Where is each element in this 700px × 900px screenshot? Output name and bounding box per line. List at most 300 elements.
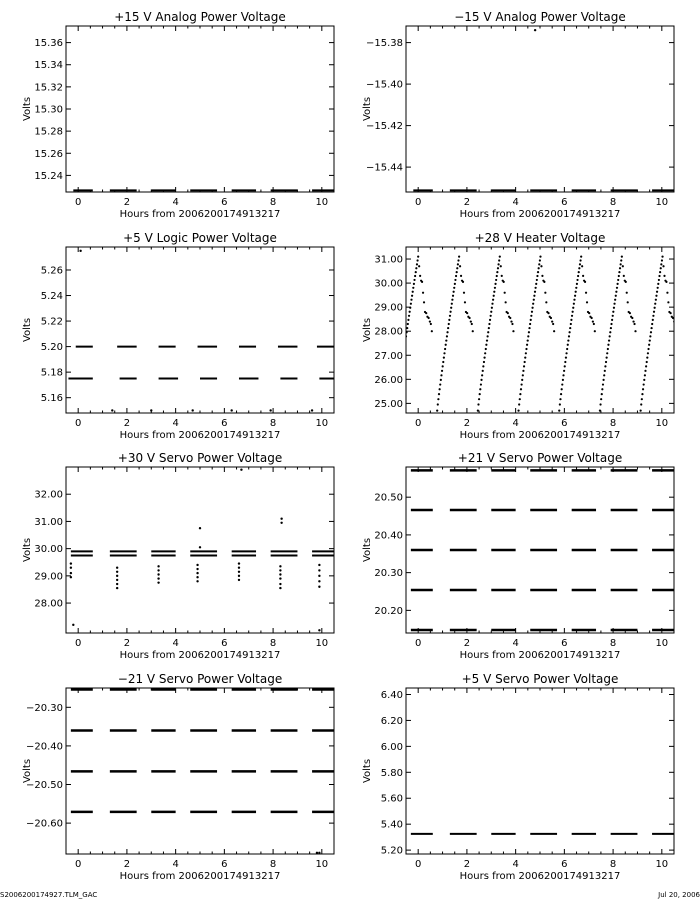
chart-panel-2 (362, 10, 674, 220)
data-point (471, 323, 473, 325)
data-point (606, 357, 608, 359)
chart-title: −21 V Servo Power Voltage (117, 672, 283, 686)
x-tick-label: 10 (315, 418, 329, 429)
plot-frame (66, 467, 334, 633)
data-point (584, 281, 586, 283)
plot-frame (66, 26, 334, 192)
data-point (538, 267, 540, 269)
x-tick-label: 10 (655, 418, 669, 429)
chart-title: +5 V Servo Power Voltage (461, 672, 619, 686)
data-point (423, 301, 425, 303)
data-point (666, 292, 668, 294)
y-tick-label: 29.00 (34, 571, 63, 583)
data-point (625, 281, 627, 283)
data-point (622, 265, 624, 267)
data-point (429, 320, 431, 322)
x-tick-label: 6 (561, 418, 568, 429)
chart-title: +28 V Heater Voltage (474, 231, 606, 245)
data-point (651, 323, 653, 325)
x-axis-label: Hours from 2006200174913217 (459, 871, 621, 882)
data-point (416, 263, 418, 265)
data-point (652, 315, 654, 317)
plot-frame (406, 688, 674, 854)
data-point (408, 315, 410, 317)
data-point (517, 409, 519, 411)
y-tick-label: 15.32 (34, 82, 63, 94)
y-tick-label: 25.00 (374, 398, 403, 410)
data-point (70, 566, 72, 568)
data-point (459, 265, 461, 267)
data-point (539, 259, 541, 261)
data-point (523, 365, 525, 367)
data-point (576, 279, 578, 281)
data-point (564, 361, 566, 363)
x-tick-label: 4 (512, 859, 519, 870)
data-point (79, 250, 81, 252)
data-point (521, 379, 523, 381)
x-tick-label: 8 (609, 638, 617, 649)
y-tick-label: 15.28 (34, 126, 63, 138)
data-point (526, 344, 528, 346)
data-point (606, 352, 608, 354)
data-point (238, 579, 240, 581)
data-point (318, 629, 320, 631)
x-tick-label: 8 (269, 859, 277, 870)
x-tick-label: 0 (74, 197, 82, 208)
data-point (520, 388, 522, 390)
x-tick-label: 2 (123, 859, 131, 870)
data-point (470, 320, 472, 322)
y-axis-label: Volts (22, 537, 33, 563)
x-tick-label: 10 (315, 859, 329, 870)
data-point (613, 303, 615, 305)
y-tick-label: 5.16 (40, 393, 63, 405)
data-point (524, 361, 526, 363)
data-point (655, 295, 657, 297)
data-point (269, 409, 271, 411)
data-point (559, 398, 561, 400)
chart-title: +21 V Servo Power Voltage (457, 451, 623, 465)
data-point (150, 409, 152, 411)
data-marks (395, 256, 677, 412)
data-point (579, 259, 581, 261)
data-point (640, 409, 642, 411)
x-tick-label: 8 (609, 859, 617, 870)
data-point (537, 271, 539, 273)
data-point (656, 291, 658, 293)
plot-frame (66, 247, 334, 413)
y-tick-label: 5.18 (40, 367, 63, 379)
data-point (407, 323, 409, 325)
data-point (486, 339, 488, 341)
data-point (318, 569, 320, 571)
data-point (401, 365, 403, 367)
y-tick-label: −20.30 (25, 702, 63, 714)
data-point (558, 409, 560, 411)
data-point (477, 403, 479, 405)
data-point (440, 374, 442, 376)
data-point (527, 339, 529, 341)
data-point (535, 283, 537, 285)
data-point (580, 256, 582, 258)
data-point (660, 267, 662, 269)
x-tick-label: 6 (221, 197, 228, 208)
data-point (501, 275, 503, 277)
data-point (466, 312, 468, 314)
data-point (565, 352, 567, 354)
data-point (279, 569, 281, 571)
x-tick-label: 4 (172, 418, 179, 429)
data-point (196, 572, 198, 574)
footer-date: Jul 20, 2006 (658, 891, 700, 899)
y-tick-label: 20.30 (374, 568, 403, 580)
data-point (482, 365, 484, 367)
data-point (620, 263, 622, 265)
x-tick-label: 4 (512, 418, 519, 429)
x-axis-label: Hours from 2006200174913217 (459, 209, 621, 220)
data-point (318, 564, 320, 566)
data-point (528, 331, 530, 333)
data-point (481, 374, 483, 376)
chart-title: −15 V Analog Power Voltage (454, 10, 626, 24)
data-point (640, 403, 642, 405)
data-point (448, 323, 450, 325)
data-point (482, 370, 484, 372)
data-point (553, 330, 555, 332)
x-tick-label: 10 (655, 859, 669, 870)
data-point (588, 312, 590, 314)
y-tick-label: −15.42 (365, 121, 403, 133)
data-point (665, 281, 667, 283)
data-point (398, 388, 400, 390)
data-point (660, 263, 662, 265)
data-point (500, 265, 502, 267)
data-point (414, 275, 416, 277)
data-point (510, 320, 512, 322)
data-point (495, 279, 497, 281)
chart-panel-3 (22, 231, 334, 441)
data-point (479, 388, 481, 390)
data-point (519, 393, 521, 395)
data-point (616, 287, 618, 289)
data-point (662, 265, 664, 267)
data-point (444, 348, 446, 350)
data-point (564, 365, 566, 367)
data-point (157, 581, 159, 583)
data-point (578, 267, 580, 269)
data-point (407, 319, 409, 321)
data-point (531, 311, 533, 313)
data-point (238, 575, 240, 577)
data-point (644, 370, 646, 372)
data-point (318, 580, 320, 582)
data-point (240, 469, 242, 471)
data-point (409, 311, 411, 313)
data-point (439, 383, 441, 385)
x-tick-label: 2 (463, 638, 471, 649)
data-point (568, 335, 570, 337)
data-point (609, 331, 611, 333)
data-marks (70, 469, 334, 632)
x-axis-label: Hours from 2006200174913217 (459, 650, 621, 661)
data-point (445, 339, 447, 341)
data-point (464, 301, 466, 303)
data-point (654, 307, 656, 309)
data-point (643, 383, 645, 385)
chart-panel-1 (22, 10, 334, 220)
data-point (675, 330, 677, 332)
data-point (522, 374, 524, 376)
data-point (422, 292, 424, 294)
data-point (552, 323, 554, 325)
x-tick-label: 0 (414, 638, 422, 649)
data-point (483, 357, 485, 359)
x-tick-label: 6 (561, 638, 568, 649)
data-point (616, 283, 618, 285)
data-point (279, 577, 281, 579)
data-point (488, 323, 490, 325)
data-point (494, 283, 496, 285)
data-point (428, 317, 430, 319)
data-point (196, 580, 198, 582)
data-point (626, 292, 628, 294)
data-point (614, 299, 616, 301)
data-point (490, 311, 492, 313)
data-point (591, 317, 593, 319)
data-point (643, 379, 645, 381)
data-point (417, 256, 419, 258)
data-point (111, 409, 113, 411)
data-point (418, 265, 420, 267)
data-point (608, 339, 610, 341)
y-tick-label: 15.30 (34, 104, 63, 116)
data-point (405, 335, 407, 337)
data-point (454, 279, 456, 281)
data-point (411, 295, 413, 297)
data-point (575, 291, 577, 293)
data-point (445, 344, 447, 346)
y-tick-label: −15.44 (365, 162, 403, 174)
data-point (655, 299, 657, 301)
data-point (497, 263, 499, 265)
data-point (600, 398, 602, 400)
data-point (659, 271, 661, 273)
data-point (442, 365, 444, 367)
plot-frame (406, 26, 674, 192)
data-point (484, 352, 486, 354)
data-point (612, 311, 614, 313)
y-tick-label: 28.00 (374, 326, 403, 338)
data-point (599, 403, 601, 405)
data-point (620, 259, 622, 261)
data-point (605, 361, 607, 363)
chart-title: +5 V Logic Power Voltage (123, 231, 277, 245)
data-point (594, 330, 596, 332)
y-axis-label: Volts (22, 758, 33, 784)
data-point (627, 301, 629, 303)
data-point (521, 383, 523, 385)
data-point (279, 587, 281, 589)
data-point (576, 283, 578, 285)
chart-panel-5 (22, 451, 334, 661)
data-point (544, 292, 546, 294)
chart-panel-7 (22, 672, 334, 882)
data-point (567, 339, 569, 341)
data-point (442, 361, 444, 363)
data-point (603, 374, 605, 376)
data-point (421, 281, 423, 283)
data-point (579, 263, 581, 265)
data-point (453, 291, 455, 293)
data-point (615, 295, 617, 297)
y-tick-label: 30.00 (34, 544, 63, 556)
data-point (519, 398, 521, 400)
data-point (468, 317, 470, 319)
x-tick-label: 0 (74, 418, 82, 429)
y-tick-label: 15.26 (34, 148, 63, 160)
data-point (602, 383, 604, 385)
x-axis-label: Hours from 2006200174913217 (119, 209, 281, 220)
x-tick-label: 4 (512, 638, 519, 649)
data-point (653, 311, 655, 313)
data-point (477, 409, 479, 411)
data-point (238, 562, 240, 564)
y-tick-label: 5.40 (380, 819, 403, 831)
data-point (607, 344, 609, 346)
data-point (449, 311, 451, 313)
data-point (641, 393, 643, 395)
data-point (646, 357, 648, 359)
data-point (448, 319, 450, 321)
data-point (280, 518, 282, 520)
y-tick-label: 27.00 (374, 350, 403, 362)
data-point (509, 317, 511, 319)
data-point (642, 388, 644, 390)
data-point (472, 330, 474, 332)
x-tick-label: 8 (269, 638, 277, 649)
data-point (545, 301, 547, 303)
data-point (644, 374, 646, 376)
data-point (649, 339, 651, 341)
data-point (279, 583, 281, 585)
data-point (547, 312, 549, 314)
data-point (634, 330, 636, 332)
y-tick-label: −15.40 (365, 79, 403, 91)
data-point (457, 259, 459, 261)
x-tick-label: 0 (74, 638, 82, 649)
y-tick-label: 31.00 (374, 254, 403, 266)
y-axis-label: Volts (362, 96, 373, 122)
data-point (522, 370, 524, 372)
x-tick-label: 8 (269, 197, 277, 208)
x-axis-label: Hours from 2006200174913217 (119, 871, 281, 882)
data-point (455, 275, 457, 277)
data-point (485, 344, 487, 346)
data-point (567, 344, 569, 346)
data-point (663, 275, 665, 277)
data-point (488, 327, 490, 329)
x-tick-label: 8 (609, 197, 617, 208)
data-point (560, 393, 562, 395)
data-point (672, 317, 674, 319)
chart-title: +30 V Servo Power Voltage (117, 451, 283, 465)
data-point (437, 398, 439, 400)
data-point (440, 379, 442, 381)
data-point (543, 281, 545, 283)
data-point (318, 575, 320, 577)
chart-title: +15 V Analog Power Voltage (114, 10, 286, 24)
x-tick-label: 10 (315, 197, 329, 208)
x-tick-label: 4 (172, 859, 179, 870)
data-point (511, 323, 513, 325)
y-tick-label: 5.60 (380, 793, 403, 805)
data-point (661, 259, 663, 261)
data-point (70, 572, 72, 574)
x-tick-label: 6 (221, 418, 228, 429)
data-point (496, 275, 498, 277)
data-point (446, 335, 448, 337)
data-point (669, 312, 671, 314)
data-point (191, 409, 193, 411)
y-tick-label: 20.40 (374, 530, 403, 542)
data-point (657, 287, 659, 289)
data-point (72, 624, 74, 626)
x-tick-label: 8 (269, 418, 277, 429)
data-point (157, 569, 159, 571)
data-point (667, 301, 669, 303)
data-point (629, 312, 631, 314)
y-tick-label: 28.00 (34, 598, 63, 610)
data-point (573, 299, 575, 301)
data-point (585, 292, 587, 294)
data-point (538, 263, 540, 265)
x-tick-label: 0 (414, 859, 422, 870)
data-point (157, 565, 159, 567)
data-point (658, 279, 660, 281)
data-point (619, 267, 621, 269)
data-point (437, 403, 439, 405)
data-point (586, 301, 588, 303)
data-point (458, 256, 460, 258)
data-point (409, 307, 411, 309)
data-point (457, 263, 459, 265)
data-point (582, 275, 584, 277)
y-axis-label: Volts (362, 537, 373, 563)
x-tick-label: 10 (655, 638, 669, 649)
data-point (413, 283, 415, 285)
data-point (525, 348, 527, 350)
data-point (116, 579, 118, 581)
data-point (604, 370, 606, 372)
data-point (604, 365, 606, 367)
data-point (652, 319, 654, 321)
data-point (456, 271, 458, 273)
y-axis-label: Volts (362, 758, 373, 784)
data-point (436, 409, 438, 411)
data-point (404, 339, 406, 341)
data-point (572, 307, 574, 309)
data-point (439, 388, 441, 390)
x-tick-label: 6 (221, 859, 228, 870)
data-point (454, 283, 456, 285)
data-point (535, 287, 537, 289)
data-point (456, 267, 458, 269)
y-tick-label: 15.34 (34, 60, 63, 72)
data-point (230, 409, 232, 411)
data-point (480, 383, 482, 385)
data-point (657, 283, 659, 285)
data-point (654, 303, 656, 305)
